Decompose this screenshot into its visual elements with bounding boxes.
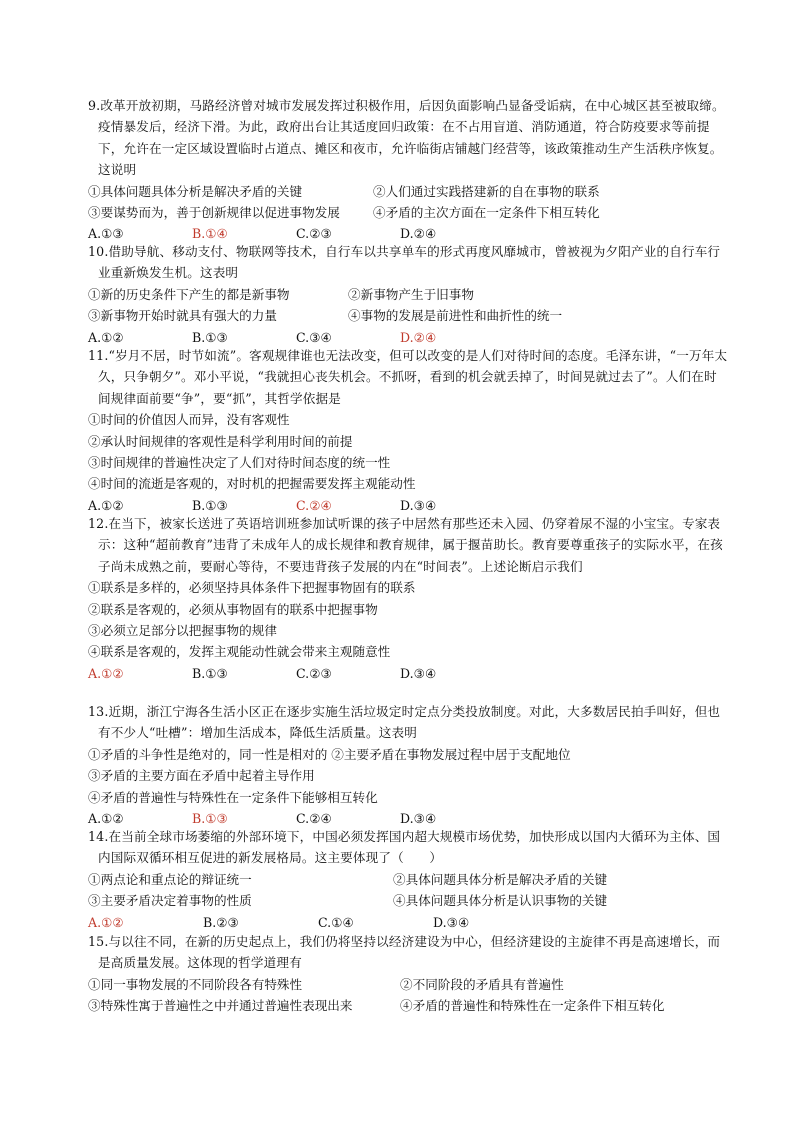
question-stem: 15.与以往不同，在新的历史起点上，我们仍将坚持以经济建设为中心，但经济建设的主旋律不再是高速增长，而是高质量发展。这体现的哲学道理有 — [88, 934, 721, 971]
option: ③时间规律的普遍性决定了人们对待时间态度的统一性 — [88, 455, 391, 471]
option: ③矛盾的主要方面在矛盾中起着主导作用 — [88, 768, 315, 784]
choice-d: D.②④ — [400, 226, 437, 242]
question-13 — [88, 701, 728, 829]
question-12 — [88, 513, 728, 684]
option: ①矛盾的斗争性是绝对的，同一性是相对的 ②主要矛盾在事物发展过程中居于支配地位 — [88, 746, 571, 762]
question-11 — [88, 345, 728, 516]
choice-d: D.③④ — [400, 811, 437, 827]
option: ①同一事物发展的不同阶段各有特殊性 — [88, 976, 303, 992]
choice-c: C.②③ — [296, 226, 332, 242]
choice-d: D.③④ — [400, 497, 437, 513]
choice-c-marked: C.②④ — [296, 497, 332, 513]
option-row — [88, 305, 728, 326]
choice-d: D.③④ — [433, 914, 470, 930]
option: ④矛盾的普遍性和特殊性在一定条件下相互转化 — [400, 998, 665, 1014]
choice-c: C.②③ — [296, 665, 332, 681]
question-15 — [88, 931, 728, 1017]
question-stem: 9.改革开放初期，马路经济曾对城市发展发挥过积极作用，后因负面影响凸显备受诟病，在中心城区甚至被取缔。疫情暴发后，经济下滑。为此，政府出台让其适度回归政策：在不占用盲道、消防通道，符合防疫要求等前提下，允许在一定区域设置临时占道点、摊区和夜市，允许临街店铺越门经营等，该政策推动生产生活秩序恢复。这说明 — [88, 98, 725, 178]
choice-a: A.①③ — [88, 226, 124, 242]
option: ④时间的流逝是客观的，对时机的把握需要发挥主观能动性 — [88, 476, 416, 492]
choice-b: B.①③ — [192, 497, 228, 513]
choice-b: B.①③ — [192, 329, 228, 345]
option: ④矛盾的主次方面在一定条件下相互转化 — [373, 205, 600, 221]
answer-choices — [88, 912, 728, 933]
option: ③要谋势而为，善于创新规律以促进事物发展 — [88, 205, 340, 221]
choice-a: A.①② — [88, 329, 124, 345]
choice-b-marked: B.①④ — [192, 226, 228, 242]
option-row — [88, 284, 728, 305]
option: ②承认时间规律的客观性是科学利用时间的前提 — [88, 433, 353, 449]
choice-a-marked: A.①② — [88, 914, 124, 930]
option: ②人们通过实践搭建新的自在事物的联系 — [373, 183, 600, 199]
option: ②具体问题具体分析是解决矛盾的关键 — [393, 871, 608, 887]
option: ①联系是多样的，必须坚持具体条件下把握事物固有的联系 — [88, 580, 416, 596]
option: ④具体问题具体分析是认识事物的关键 — [393, 893, 608, 909]
option: ③主要矛盾决定着事物的性质 — [88, 893, 252, 909]
option-row — [88, 974, 728, 995]
choice-c: C.②④ — [296, 811, 332, 827]
option: ①两点论和重点论的辩证统一 — [88, 871, 252, 887]
question-stem: 13.近期，浙江宁海各生活小区正在逐步实施生活垃圾定时定点分类投放制度。对此，大多数居民拍手叫好，但也有不少人“吐槽”：增加生活成本，降低生活质量。这表明 — [88, 704, 721, 741]
option: ①新的历史条件下产生的都是新事物 — [88, 286, 290, 302]
option: ①时间的价值因人而异，没有客观性 — [88, 412, 290, 428]
question-9 — [88, 95, 728, 245]
option: ②新事物产生于旧事物 — [348, 286, 474, 302]
option: ①具体问题具体分析是解决矛盾的关键 — [88, 183, 303, 199]
question-stem: 14.在当前全球市场萎缩的外部环境下，中国必须发挥国内超大规模市场优势，加快形成以国内大循环为主体、国内国际双循环相互促进的新发展格局。这主要体现了（ ） — [88, 829, 721, 866]
option: ④联系是客观的，发挥主观能动性就会带来主观随意性 — [88, 644, 391, 660]
choice-c: C.③④ — [296, 329, 332, 345]
choice-d-marked: D.②④ — [400, 329, 437, 345]
answer-choices — [88, 663, 728, 684]
choice-d: D.③④ — [400, 665, 437, 681]
choice-b: B.②③ — [203, 914, 239, 930]
option: ③特殊性寓于普遍性之中并通过普遍性表现出来 — [88, 998, 353, 1014]
option: ③必须立足部分以把握事物的规律 — [88, 623, 277, 639]
question-stem: 11.“岁月不居，时节如流”。客观规律谁也无法改变，但可以改变的是人们对待时间的态度。毛泽东讲，“一万年太久，只争朝夕”。邓小平说，“我就担心丧失机会。不抓呀，看到的机会就丢掉了，时间晃就过去了”。人们在时间规律面前要“争”，要“抓”，其哲学依据是 — [88, 348, 728, 406]
option-row — [88, 890, 728, 911]
option-row — [88, 869, 728, 890]
option: ②不同阶段的矛盾具有普遍性 — [400, 976, 564, 992]
choice-b: B.①③ — [192, 665, 228, 681]
option: ④矛盾的普遍性与特殊性在一定条件下能够相互转化 — [88, 789, 378, 805]
option: ②联系是客观的，必须从事物固有的联系中把握事物 — [88, 601, 378, 617]
question-stem: 12.在当下，被家长送进了英语培训班参加试听课的孩子中居然有那些还未入园、仍穿着尿不湿的小宝宝。专家表示：这种“超前教育”违背了未成年人的成长规律和教育规律，属于揠苗助长。教育要尊重孩子的实际水平，在孩子尚未成熟之前，要耐心等待，不要违背孩子发展的内在“时间表”。上述论断启示我们 — [88, 516, 723, 574]
option: ④事物的发展是前进性和曲折性的统一 — [348, 308, 563, 324]
question-14 — [88, 826, 728, 933]
option-row — [88, 181, 728, 202]
option-row — [88, 995, 728, 1016]
choice-a: A.①② — [88, 497, 124, 513]
choice-a: A.①② — [88, 811, 124, 827]
choice-b-marked: B.①③ — [192, 811, 228, 827]
choice-a-marked: A.①② — [88, 665, 124, 681]
option: ③新事物开始时就具有强大的力量 — [88, 308, 277, 324]
choice-c: C.①④ — [318, 914, 354, 930]
question-10 — [88, 241, 728, 348]
question-stem: 10.借助导航、移动支付、物联网等技术，自行车以共享单车的形式再度风靡城市，曾被视为夕阳产业的自行车行业重新焕发生机。这表明 — [88, 244, 721, 281]
option-row — [88, 202, 728, 223]
